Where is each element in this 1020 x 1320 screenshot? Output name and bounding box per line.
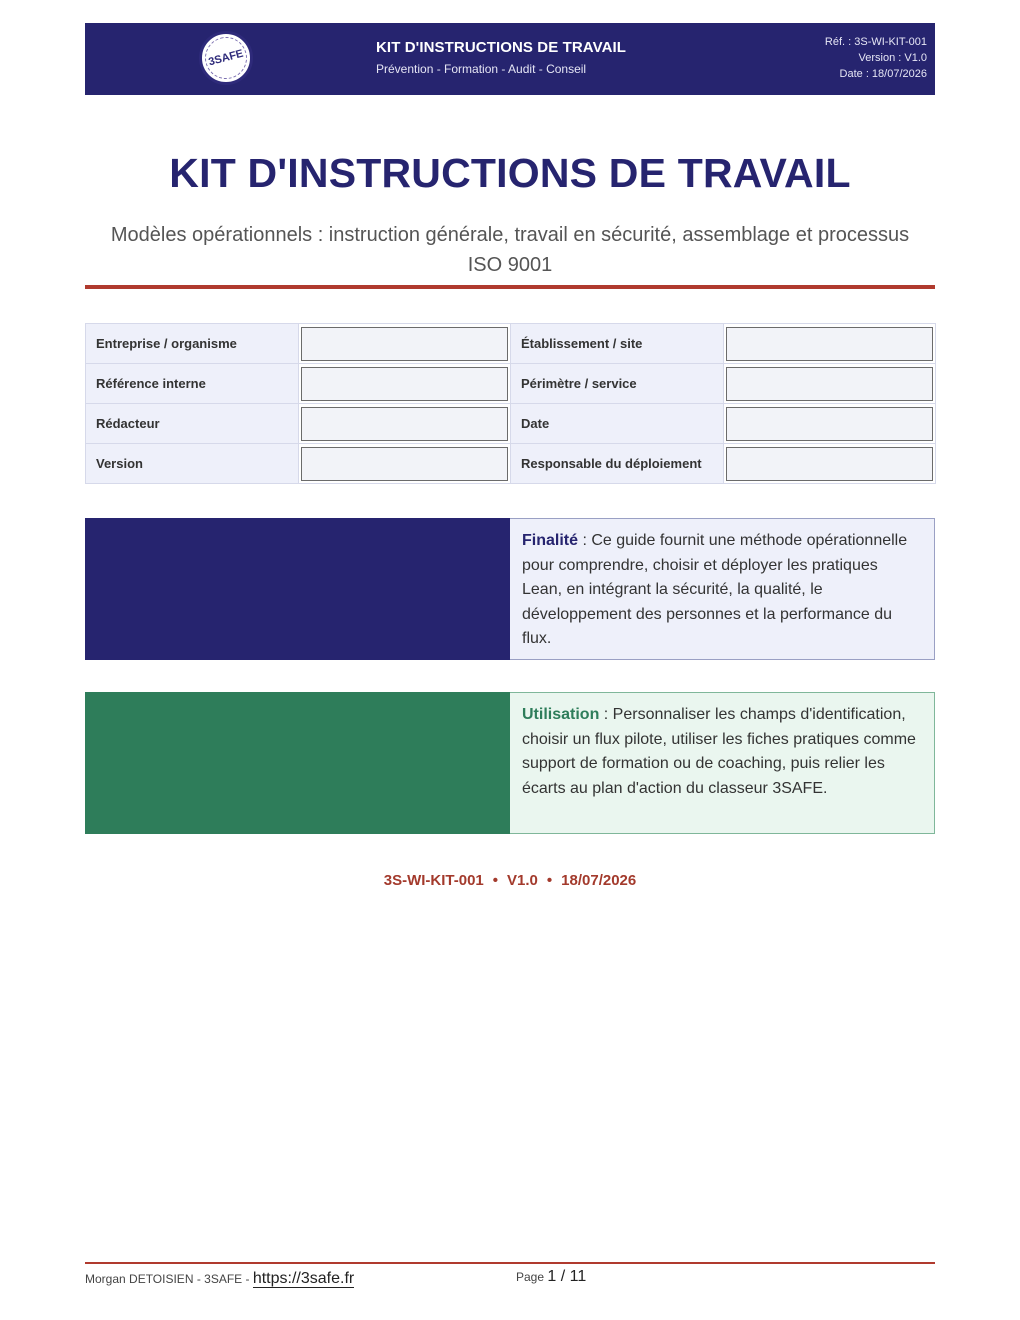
finalite-color-panel [85, 518, 510, 660]
finalite-keyword: Finalité [522, 532, 579, 549]
header-version: Version : V1.0 [858, 52, 927, 64]
header-date: Date : 18/07/2026 [839, 68, 927, 80]
finalite-text [510, 518, 935, 660]
field-label: Établissement / site [511, 324, 724, 364]
utilisation-block [85, 692, 935, 834]
field-label: Version [86, 444, 299, 484]
utilisation-text [510, 692, 935, 834]
field-label: Rédacteur [86, 404, 299, 444]
header-title: KIT D'INSTRUCTIONS DE TRAVAIL [376, 39, 627, 56]
table-row [86, 364, 936, 404]
date-field[interactable] [726, 407, 933, 441]
page-label: Page [516, 1270, 548, 1284]
table-row [86, 324, 936, 364]
finalite-body: : Ce guide fournit une méthode opérationnelle pour comprendre, choisir et déployer les pratiques Lean, en intégrant la sécurité, la qualité, le développement des personnes et la performance du flux. [522, 532, 908, 647]
page-current: 1 [547, 1268, 557, 1285]
ref-code: 3S-WI-KIT-001 [383, 872, 484, 889]
etablissement-field[interactable] [726, 327, 933, 361]
header-subtitle: Prévention - Formation - Audit - Conseil [376, 62, 587, 76]
title-divider [85, 285, 935, 289]
page-subtitle [85, 220, 935, 280]
company-logo [199, 31, 253, 85]
footer-author-text: Morgan DETOISIEN - 3SAFE - [85, 1272, 253, 1286]
ref-version: V1.0 [507, 872, 538, 889]
reference-interne-field[interactable] [301, 367, 508, 401]
page-number [516, 1268, 586, 1286]
identification-table [85, 323, 936, 484]
field-label: Périmètre / service [511, 364, 724, 404]
document-header [85, 23, 935, 95]
website-link[interactable]: https://3safe.fr [252, 1270, 355, 1287]
page-subtitle-line2: ISO 9001 [467, 254, 553, 276]
table-row [86, 404, 936, 444]
reference-line [85, 872, 935, 889]
table-row [86, 444, 936, 484]
utilisation-body: : Personnaliser les champs d'identification, choisir un flux pilote, utiliser les fiches pratiques comme support de formation ou de coaching, puis relier les écarts au plan d'action du classeur 3SAFE. [522, 706, 916, 797]
header-ref: Réf. : 3S-WI-KIT-001 [824, 36, 927, 48]
utilisation-keyword: Utilisation [522, 706, 600, 723]
field-label: Date [511, 404, 724, 444]
redacteur-field[interactable] [301, 407, 508, 441]
entreprise-field[interactable] [301, 327, 508, 361]
header-meta [825, 34, 927, 82]
page-subtitle-line1: Modèles opérationnels : instruction générale, travail en sécurité, assemblage et processus [110, 224, 910, 246]
field-label: Responsable du déploiement [511, 444, 724, 484]
perimetre-field[interactable] [726, 367, 933, 401]
page-title: KIT D'INSTRUCTIONS DE TRAVAIL [169, 150, 851, 196]
footer-author [85, 1270, 354, 1288]
footer-divider [85, 1262, 935, 1264]
responsable-field[interactable] [726, 447, 933, 481]
finalite-block [85, 518, 935, 660]
field-label: Entreprise / organisme [86, 324, 299, 364]
page-separator: / [556, 1268, 570, 1285]
bullet-separator: • [492, 872, 499, 889]
field-label: Référence interne [86, 364, 299, 404]
version-field[interactable] [301, 447, 508, 481]
logo-text: 3SAFE [200, 32, 251, 83]
ref-date: 18/07/2026 [561, 872, 637, 889]
bullet-separator: • [546, 872, 553, 889]
page-total: 11 [569, 1268, 587, 1285]
utilisation-color-panel [85, 692, 510, 834]
